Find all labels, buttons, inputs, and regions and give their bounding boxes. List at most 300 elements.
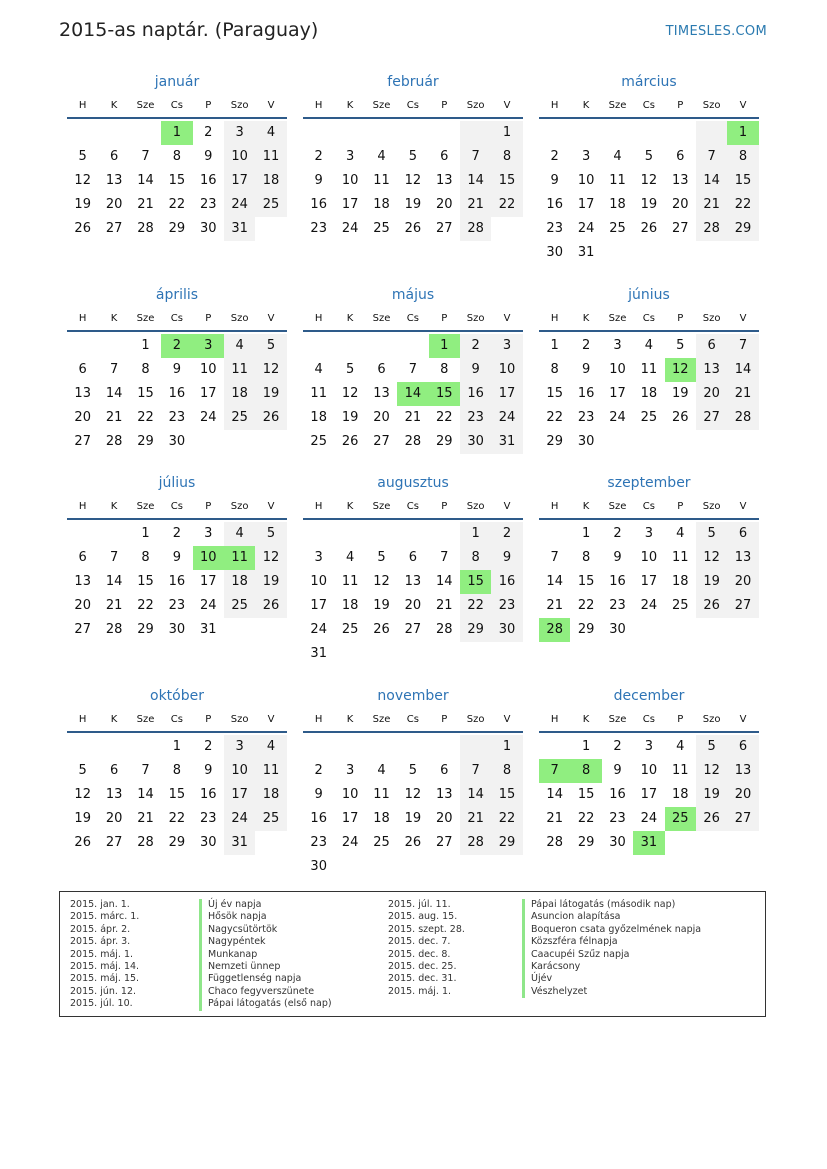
- day-cell[interactable]: 15: [491, 169, 522, 193]
- day-cell[interactable]: 25: [373, 221, 390, 236]
- day-cell[interactable]: 18: [255, 783, 286, 807]
- day-cell[interactable]: 3: [345, 763, 355, 778]
- day-cell[interactable]: 17: [491, 382, 522, 406]
- day-cell[interactable]: 26: [373, 622, 390, 637]
- day-cell[interactable]: 5: [676, 338, 685, 353]
- day-cell[interactable]: 5: [408, 763, 417, 778]
- day-cell[interactable]: 31: [491, 430, 522, 454]
- day-cell[interactable]: 18: [341, 598, 359, 613]
- day-cell[interactable]: 20: [74, 598, 91, 613]
- day-cell[interactable]: 30: [546, 245, 563, 260]
- day-cell[interactable]: 13: [727, 759, 758, 783]
- day-cell[interactable]: 4: [644, 338, 653, 353]
- day-cell[interactable]: 7: [109, 550, 119, 565]
- day-cell[interactable]: 16: [168, 386, 186, 401]
- day-cell[interactable]: 23: [199, 197, 217, 212]
- day-cell[interactable]: 31: [224, 831, 255, 855]
- day-cell[interactable]: 15: [577, 574, 595, 589]
- day-cell[interactable]: 23: [491, 594, 522, 618]
- day-cell[interactable]: 17: [640, 574, 658, 589]
- day-cell[interactable]: 2: [581, 338, 591, 353]
- day-cell[interactable]: 20: [404, 598, 422, 613]
- day-cell[interactable]: 24: [491, 406, 522, 430]
- day-cell[interactable]: 8: [440, 362, 449, 377]
- day-cell[interactable]: 17: [609, 386, 626, 401]
- day-cell[interactable]: 8: [550, 362, 559, 377]
- day-cell[interactable]: 7: [539, 759, 570, 783]
- day-cell[interactable]: 14: [696, 169, 727, 193]
- day-cell[interactable]: 24: [310, 622, 327, 637]
- day-cell[interactable]: 21: [727, 382, 758, 406]
- day-cell[interactable]: 27: [74, 622, 91, 637]
- day-cell[interactable]: 14: [137, 787, 154, 802]
- day-cell[interactable]: 19: [404, 811, 422, 826]
- day-cell[interactable]: 18: [671, 787, 689, 802]
- day-cell[interactable]: 14: [546, 787, 563, 802]
- day-cell[interactable]: 21: [137, 197, 154, 212]
- day-cell[interactable]: 28: [546, 835, 563, 850]
- day-cell[interactable]: 19: [74, 811, 91, 826]
- day-cell[interactable]: 31: [310, 646, 327, 661]
- day-cell[interactable]: 22: [577, 598, 595, 613]
- day-cell[interactable]: 29: [577, 835, 595, 850]
- day-cell[interactable]: 16: [310, 811, 327, 826]
- day-cell[interactable]: 15: [168, 173, 186, 188]
- day-cell[interactable]: 14: [435, 574, 453, 589]
- day-cell[interactable]: 26: [74, 835, 91, 850]
- day-cell[interactable]: 30: [609, 622, 626, 637]
- day-cell[interactable]: 24: [199, 598, 217, 613]
- day-cell[interactable]: 9: [613, 550, 622, 565]
- day-cell[interactable]: 3: [581, 149, 591, 164]
- day-cell[interactable]: 23: [577, 410, 595, 425]
- day-cell[interactable]: 10: [193, 546, 224, 570]
- day-cell[interactable]: 17: [310, 598, 327, 613]
- day-cell[interactable]: 10: [199, 362, 217, 377]
- day-cell[interactable]: 13: [105, 173, 123, 188]
- day-cell[interactable]: 17: [199, 386, 217, 401]
- day-cell[interactable]: 19: [255, 570, 286, 594]
- day-cell[interactable]: 16: [460, 382, 491, 406]
- day-cell[interactable]: 14: [397, 382, 428, 406]
- day-cell[interactable]: 13: [435, 787, 453, 802]
- day-cell[interactable]: 11: [373, 787, 390, 802]
- day-cell[interactable]: 9: [460, 358, 491, 382]
- day-cell[interactable]: 30: [310, 859, 327, 874]
- day-cell[interactable]: 13: [74, 574, 91, 589]
- day-cell[interactable]: 8: [491, 145, 522, 169]
- day-cell[interactable]: 25: [609, 221, 626, 236]
- day-cell[interactable]: 20: [435, 197, 453, 212]
- day-cell[interactable]: 2: [613, 739, 622, 754]
- day-cell[interactable]: 8: [172, 149, 181, 164]
- day-cell[interactable]: 12: [74, 787, 91, 802]
- day-cell[interactable]: 9: [491, 546, 522, 570]
- day-cell[interactable]: 5: [345, 362, 355, 377]
- day-cell[interactable]: 9: [314, 173, 323, 188]
- day-cell[interactable]: 11: [609, 173, 626, 188]
- day-cell[interactable]: 1: [581, 526, 591, 541]
- day-cell[interactable]: 22: [168, 811, 186, 826]
- day-cell[interactable]: 18: [671, 574, 689, 589]
- day-cell[interactable]: 5: [408, 149, 417, 164]
- day-cell[interactable]: 28: [435, 622, 453, 637]
- day-cell[interactable]: 2: [204, 125, 213, 140]
- day-cell[interactable]: 17: [341, 197, 359, 212]
- day-cell[interactable]: 18: [224, 570, 255, 594]
- day-cell[interactable]: 6: [727, 522, 758, 546]
- day-cell[interactable]: 24: [224, 193, 255, 217]
- day-cell[interactable]: 9: [613, 763, 622, 778]
- day-cell[interactable]: 26: [640, 221, 658, 236]
- day-cell[interactable]: 24: [640, 811, 658, 826]
- day-cell[interactable]: 19: [696, 783, 727, 807]
- day-cell[interactable]: 2: [161, 334, 192, 358]
- day-cell[interactable]: 7: [727, 334, 758, 358]
- day-cell[interactable]: 21: [460, 807, 491, 831]
- day-cell[interactable]: 11: [224, 546, 255, 570]
- day-cell[interactable]: 30: [168, 434, 186, 449]
- day-cell[interactable]: 21: [460, 193, 491, 217]
- day-cell[interactable]: 11: [671, 763, 689, 778]
- day-cell[interactable]: 26: [74, 221, 91, 236]
- day-cell[interactable]: 20: [105, 197, 123, 212]
- day-cell[interactable]: 27: [105, 835, 123, 850]
- day-cell[interactable]: 23: [310, 835, 327, 850]
- day-cell[interactable]: 1: [491, 735, 522, 759]
- day-cell[interactable]: 4: [613, 149, 622, 164]
- day-cell[interactable]: 12: [404, 787, 422, 802]
- day-cell[interactable]: 28: [105, 622, 123, 637]
- day-cell[interactable]: 17: [224, 169, 255, 193]
- day-cell[interactable]: 12: [255, 358, 286, 382]
- day-cell[interactable]: 26: [404, 835, 422, 850]
- day-cell[interactable]: 22: [137, 410, 154, 425]
- day-cell[interactable]: 3: [644, 739, 653, 754]
- day-cell[interactable]: 18: [609, 197, 626, 212]
- day-cell[interactable]: 4: [224, 522, 255, 546]
- day-cell[interactable]: 1: [581, 739, 591, 754]
- day-cell[interactable]: 11: [373, 173, 390, 188]
- day-cell[interactable]: 12: [640, 173, 658, 188]
- day-cell[interactable]: 20: [696, 382, 727, 406]
- day-cell[interactable]: 2: [550, 149, 559, 164]
- day-cell[interactable]: 10: [640, 550, 658, 565]
- day-cell[interactable]: 12: [404, 173, 422, 188]
- day-cell[interactable]: 7: [141, 763, 150, 778]
- day-cell[interactable]: 25: [224, 594, 255, 618]
- day-cell[interactable]: 6: [676, 149, 685, 164]
- day-cell[interactable]: 30: [168, 622, 186, 637]
- day-cell[interactable]: 25: [671, 598, 689, 613]
- day-cell[interactable]: 1: [550, 338, 559, 353]
- day-cell[interactable]: 20: [727, 783, 758, 807]
- day-cell[interactable]: 5: [644, 149, 653, 164]
- day-cell[interactable]: 25: [255, 193, 286, 217]
- day-cell[interactable]: 20: [373, 410, 390, 425]
- day-cell[interactable]: 8: [491, 759, 522, 783]
- day-cell[interactable]: 20: [105, 811, 123, 826]
- day-cell[interactable]: 10: [224, 145, 255, 169]
- day-cell[interactable]: 18: [310, 410, 327, 425]
- day-cell[interactable]: 30: [199, 835, 217, 850]
- day-cell[interactable]: 15: [577, 787, 595, 802]
- day-cell[interactable]: 10: [310, 574, 327, 589]
- day-cell[interactable]: 23: [199, 811, 217, 826]
- day-cell[interactable]: 8: [141, 362, 150, 377]
- day-cell[interactable]: 11: [671, 550, 689, 565]
- day-cell[interactable]: 25: [341, 622, 359, 637]
- day-cell[interactable]: 2: [613, 526, 622, 541]
- day-cell[interactable]: 3: [644, 526, 653, 541]
- day-cell[interactable]: 8: [172, 763, 181, 778]
- day-cell[interactable]: 8: [570, 759, 601, 783]
- day-cell[interactable]: 29: [460, 618, 491, 642]
- day-cell[interactable]: 29: [727, 217, 758, 241]
- day-cell[interactable]: 22: [460, 594, 491, 618]
- day-cell[interactable]: 25: [255, 807, 286, 831]
- day-cell[interactable]: 5: [696, 735, 727, 759]
- day-cell[interactable]: 16: [199, 787, 217, 802]
- day-cell[interactable]: 4: [314, 362, 323, 377]
- day-cell[interactable]: 21: [404, 410, 422, 425]
- day-cell[interactable]: 3: [224, 735, 255, 759]
- day-cell[interactable]: 28: [539, 618, 570, 642]
- day-cell[interactable]: 24: [341, 221, 359, 236]
- day-cell[interactable]: 3: [345, 149, 355, 164]
- day-cell[interactable]: 21: [137, 811, 154, 826]
- day-cell[interactable]: 16: [310, 197, 327, 212]
- day-cell[interactable]: 31: [577, 245, 595, 260]
- day-cell[interactable]: 15: [137, 386, 154, 401]
- day-cell[interactable]: 15: [429, 382, 460, 406]
- day-cell[interactable]: 24: [640, 598, 658, 613]
- day-cell[interactable]: 26: [696, 594, 727, 618]
- day-cell[interactable]: 24: [199, 410, 217, 425]
- day-cell[interactable]: 27: [727, 594, 758, 618]
- day-cell[interactable]: 3: [314, 550, 323, 565]
- day-cell[interactable]: 27: [727, 807, 758, 831]
- day-cell[interactable]: 27: [373, 434, 390, 449]
- day-cell[interactable]: 29: [491, 831, 522, 855]
- day-cell[interactable]: 6: [696, 334, 727, 358]
- day-cell[interactable]: 13: [74, 386, 91, 401]
- day-cell[interactable]: 9: [204, 763, 213, 778]
- day-cell[interactable]: 7: [460, 145, 491, 169]
- day-cell[interactable]: 6: [440, 149, 449, 164]
- day-cell[interactable]: 17: [577, 197, 595, 212]
- day-cell[interactable]: 30: [460, 430, 491, 454]
- day-cell[interactable]: 6: [109, 149, 119, 164]
- day-cell[interactable]: 13: [435, 173, 453, 188]
- day-cell[interactable]: 19: [404, 197, 422, 212]
- day-cell[interactable]: 28: [460, 217, 491, 241]
- day-cell[interactable]: 4: [377, 763, 386, 778]
- day-cell[interactable]: 8: [141, 550, 150, 565]
- day-cell[interactable]: 9: [550, 173, 559, 188]
- day-cell[interactable]: 9: [204, 149, 213, 164]
- day-cell[interactable]: 5: [377, 550, 386, 565]
- day-cell[interactable]: 7: [550, 550, 559, 565]
- day-cell[interactable]: 6: [377, 362, 386, 377]
- day-cell[interactable]: 21: [546, 598, 563, 613]
- day-cell[interactable]: 4: [255, 735, 286, 759]
- day-cell[interactable]: 28: [696, 217, 727, 241]
- day-cell[interactable]: 28: [460, 831, 491, 855]
- day-cell[interactable]: 30: [577, 434, 595, 449]
- day-cell[interactable]: 27: [435, 835, 453, 850]
- day-cell[interactable]: 17: [224, 783, 255, 807]
- day-cell[interactable]: 13: [373, 386, 390, 401]
- day-cell[interactable]: 24: [577, 221, 595, 236]
- day-cell[interactable]: 17: [341, 811, 359, 826]
- day-cell[interactable]: 29: [546, 434, 563, 449]
- day-cell[interactable]: 7: [696, 145, 727, 169]
- day-cell[interactable]: 28: [137, 221, 154, 236]
- day-cell[interactable]: 11: [341, 574, 359, 589]
- day-cell[interactable]: 15: [460, 570, 491, 594]
- day-cell[interactable]: 16: [491, 570, 522, 594]
- day-cell[interactable]: 1: [172, 739, 181, 754]
- day-cell[interactable]: 16: [609, 574, 626, 589]
- day-cell[interactable]: 24: [609, 410, 626, 425]
- day-cell[interactable]: 15: [168, 787, 186, 802]
- day-cell[interactable]: 15: [727, 169, 758, 193]
- day-cell[interactable]: 11: [640, 362, 658, 377]
- day-cell[interactable]: 9: [172, 362, 181, 377]
- day-cell[interactable]: 15: [546, 386, 563, 401]
- day-cell[interactable]: 12: [696, 546, 727, 570]
- day-cell[interactable]: 10: [224, 759, 255, 783]
- day-cell[interactable]: 1: [491, 121, 522, 145]
- day-cell[interactable]: 19: [373, 598, 390, 613]
- day-cell[interactable]: 3: [613, 338, 622, 353]
- day-cell[interactable]: 18: [640, 386, 658, 401]
- day-cell[interactable]: 4: [676, 526, 685, 541]
- day-cell[interactable]: 17: [640, 787, 658, 802]
- day-cell[interactable]: 6: [109, 763, 119, 778]
- day-cell[interactable]: 14: [105, 574, 123, 589]
- day-cell[interactable]: 4: [255, 121, 286, 145]
- day-cell[interactable]: 13: [696, 358, 727, 382]
- day-cell[interactable]: 2: [172, 526, 181, 541]
- day-cell[interactable]: 14: [546, 574, 563, 589]
- day-cell[interactable]: 29: [137, 622, 154, 637]
- day-cell[interactable]: 10: [341, 173, 359, 188]
- day-cell[interactable]: 16: [577, 386, 595, 401]
- day-cell[interactable]: 3: [193, 334, 224, 358]
- day-cell[interactable]: 23: [546, 221, 563, 236]
- day-cell[interactable]: 7: [109, 362, 119, 377]
- day-cell[interactable]: 15: [137, 574, 154, 589]
- day-cell[interactable]: 10: [491, 358, 522, 382]
- day-cell[interactable]: 30: [491, 618, 522, 642]
- day-cell[interactable]: 1: [141, 338, 150, 353]
- day-cell[interactable]: 31: [633, 831, 664, 855]
- day-cell[interactable]: 10: [640, 763, 658, 778]
- day-cell[interactable]: 22: [491, 193, 522, 217]
- day-cell[interactable]: 29: [168, 221, 186, 236]
- day-cell[interactable]: 18: [373, 811, 390, 826]
- day-cell[interactable]: 27: [404, 622, 422, 637]
- day-cell[interactable]: 6: [78, 362, 87, 377]
- day-cell[interactable]: 23: [310, 221, 327, 236]
- day-cell[interactable]: 7: [141, 149, 150, 164]
- day-cell[interactable]: 27: [74, 434, 91, 449]
- day-cell[interactable]: 28: [727, 406, 758, 430]
- day-cell[interactable]: 23: [168, 410, 186, 425]
- day-cell[interactable]: 23: [609, 598, 626, 613]
- day-cell[interactable]: 1: [727, 121, 758, 145]
- day-cell[interactable]: 13: [671, 173, 689, 188]
- day-cell[interactable]: 15: [491, 783, 522, 807]
- day-cell[interactable]: 18: [373, 197, 390, 212]
- day-cell[interactable]: 25: [224, 406, 255, 430]
- day-cell[interactable]: 27: [435, 221, 453, 236]
- day-cell[interactable]: 10: [577, 173, 595, 188]
- day-cell[interactable]: 5: [78, 763, 87, 778]
- day-cell[interactable]: 6: [727, 735, 758, 759]
- day-cell[interactable]: 13: [727, 546, 758, 570]
- day-cell[interactable]: 4: [377, 149, 386, 164]
- day-cell[interactable]: 31: [199, 622, 217, 637]
- day-cell[interactable]: 26: [341, 434, 359, 449]
- day-cell[interactable]: 1: [460, 522, 491, 546]
- day-cell[interactable]: 12: [74, 173, 91, 188]
- day-cell[interactable]: 12: [255, 546, 286, 570]
- day-cell[interactable]: 27: [671, 221, 689, 236]
- day-cell[interactable]: 20: [74, 410, 91, 425]
- day-cell[interactable]: 24: [341, 835, 359, 850]
- day-cell[interactable]: 27: [105, 221, 123, 236]
- day-cell[interactable]: 22: [168, 197, 186, 212]
- day-cell[interactable]: 21: [435, 598, 453, 613]
- site-link[interactable]: TIMESLES.COM: [665, 24, 767, 39]
- day-cell[interactable]: 8: [581, 550, 591, 565]
- day-cell[interactable]: 26: [255, 594, 286, 618]
- day-cell[interactable]: 2: [491, 522, 522, 546]
- day-cell[interactable]: 3: [224, 121, 255, 145]
- day-cell[interactable]: 14: [105, 386, 123, 401]
- day-cell[interactable]: 22: [546, 410, 563, 425]
- day-cell[interactable]: 8: [727, 145, 758, 169]
- day-cell[interactable]: 12: [696, 759, 727, 783]
- day-cell[interactable]: 17: [199, 574, 217, 589]
- day-cell[interactable]: 2: [314, 763, 323, 778]
- day-cell[interactable]: 23: [460, 406, 491, 430]
- day-cell[interactable]: 10: [609, 362, 626, 377]
- day-cell[interactable]: 21: [105, 410, 123, 425]
- day-cell[interactable]: 11: [255, 145, 286, 169]
- day-cell[interactable]: 2: [460, 334, 491, 358]
- day-cell[interactable]: 6: [78, 550, 87, 565]
- day-cell[interactable]: 28: [105, 434, 123, 449]
- day-cell[interactable]: 29: [168, 835, 186, 850]
- day-cell[interactable]: 29: [577, 622, 595, 637]
- day-cell[interactable]: 12: [341, 386, 359, 401]
- day-cell[interactable]: 7: [460, 759, 491, 783]
- day-cell[interactable]: 16: [168, 574, 186, 589]
- day-cell[interactable]: 29: [137, 434, 154, 449]
- day-cell[interactable]: 23: [168, 598, 186, 613]
- day-cell[interactable]: 19: [74, 197, 91, 212]
- day-cell[interactable]: 19: [696, 570, 727, 594]
- day-cell[interactable]: 4: [345, 550, 355, 565]
- day-cell[interactable]: 10: [341, 787, 359, 802]
- day-cell[interactable]: 21: [696, 193, 727, 217]
- day-cell[interactable]: 20: [435, 811, 453, 826]
- day-cell[interactable]: 26: [255, 406, 286, 430]
